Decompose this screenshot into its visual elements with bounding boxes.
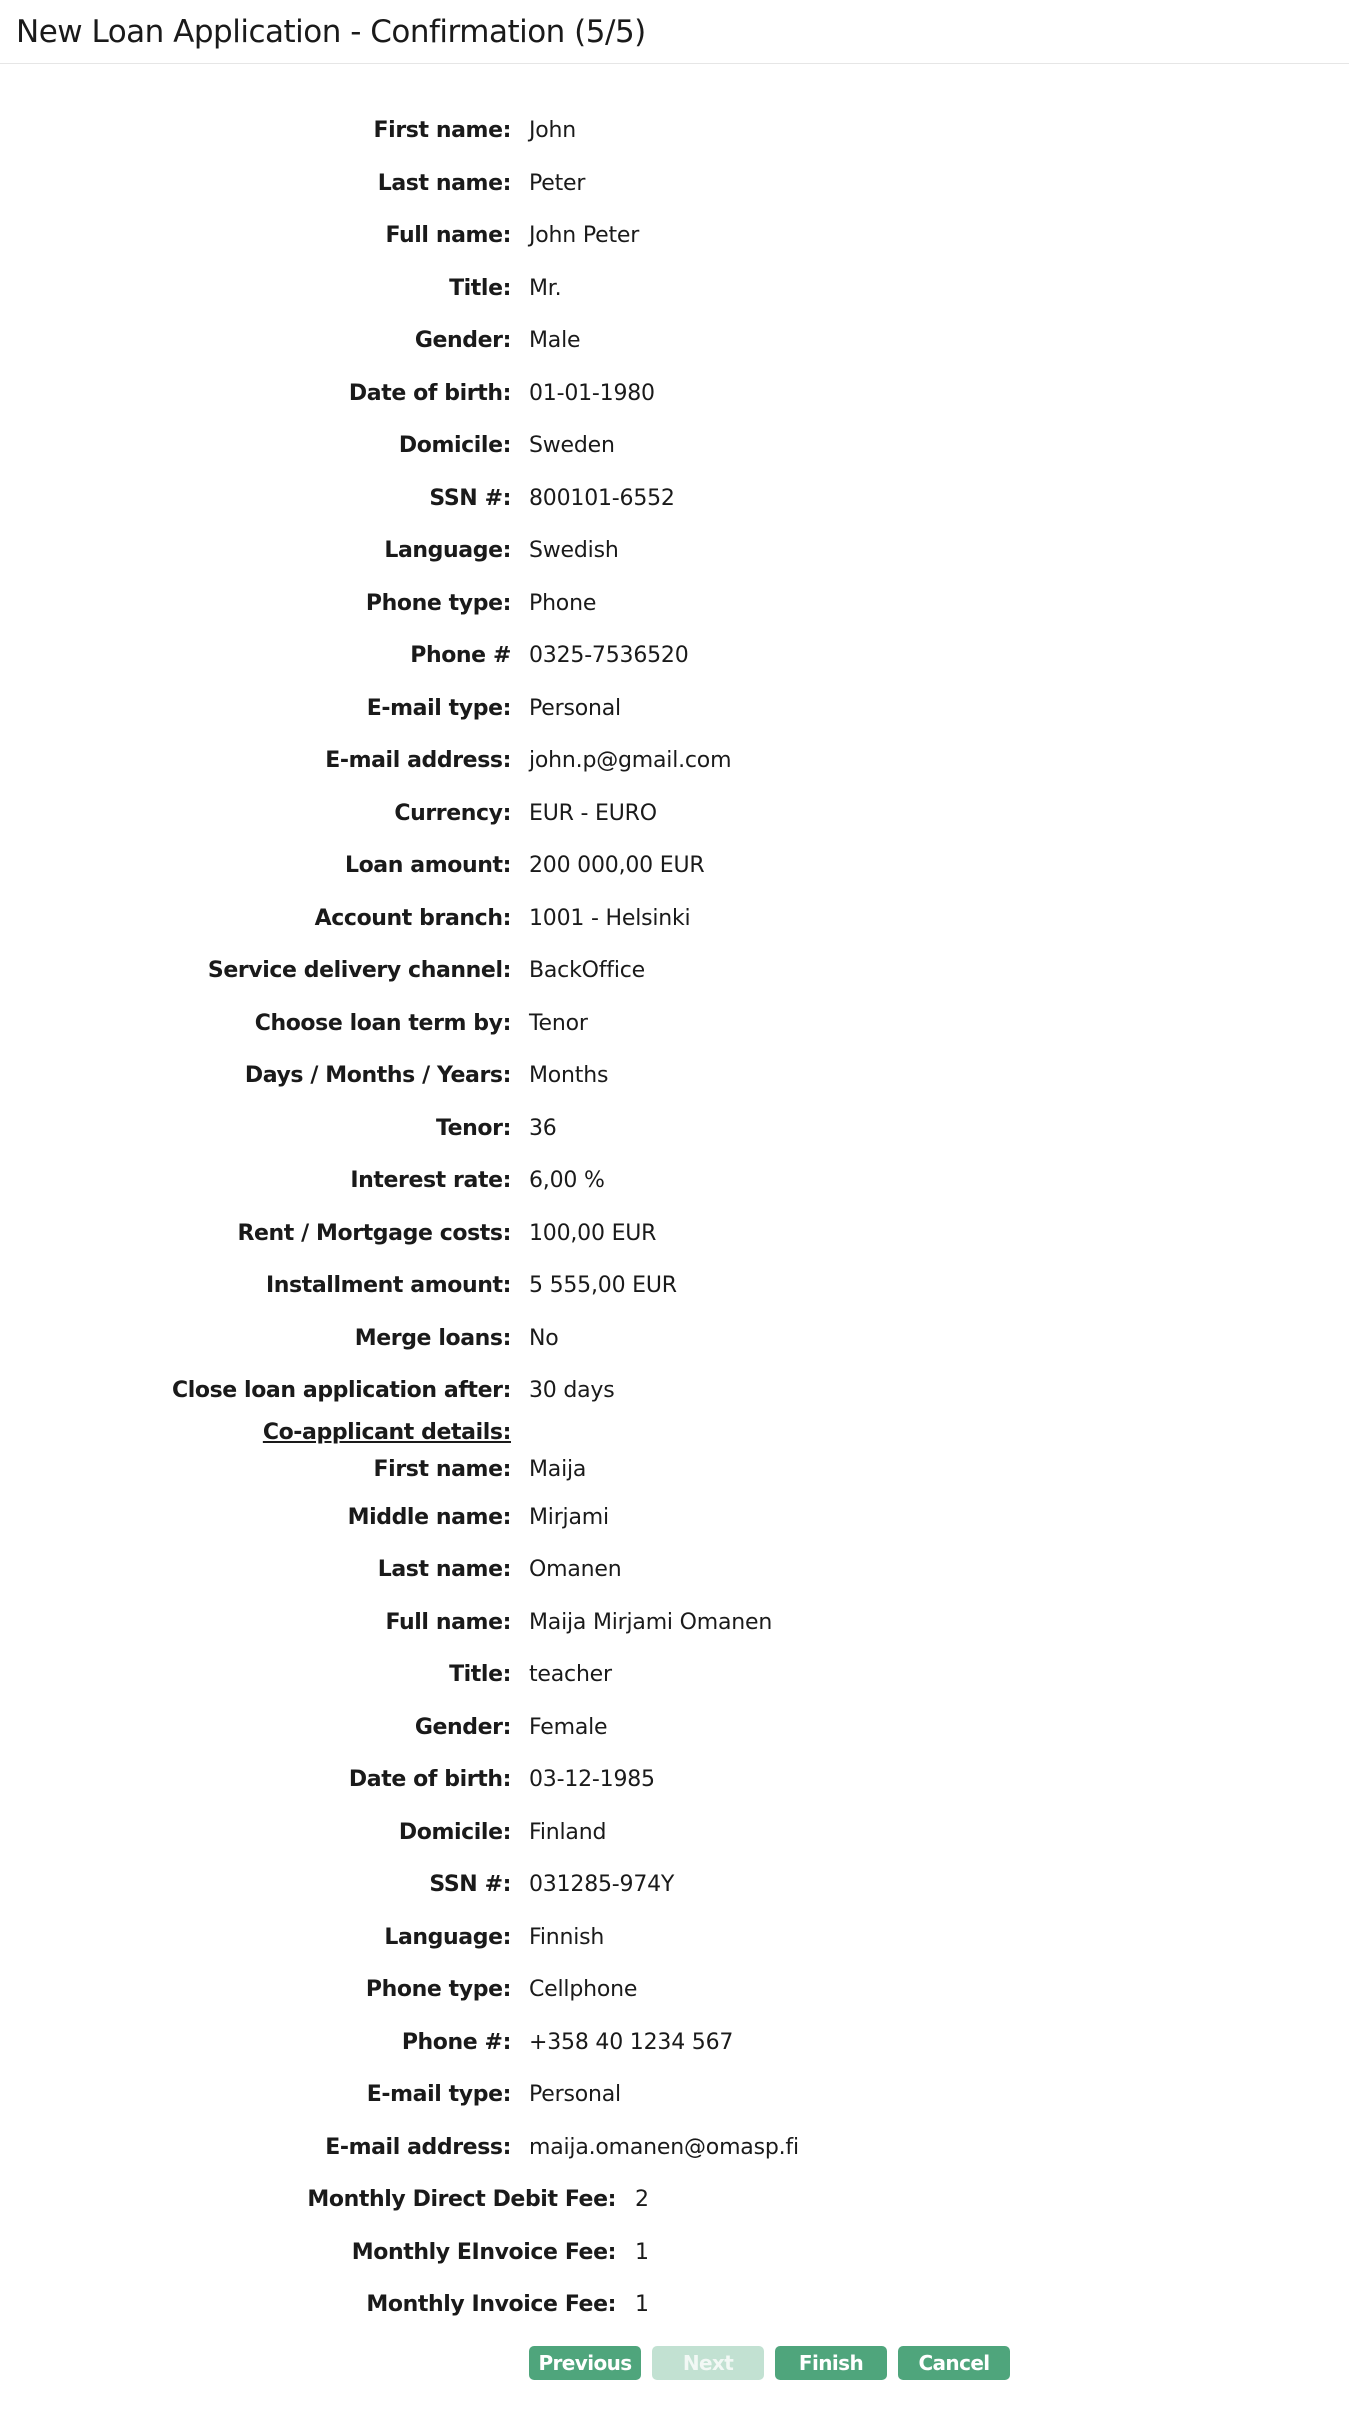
summary-row bbox=[0, 1492, 1349, 1545]
summary-row bbox=[0, 1050, 1349, 1103]
field-label: First name: bbox=[373, 118, 511, 143]
field-value: Peter bbox=[529, 170, 586, 196]
field-value: 30 days bbox=[529, 1378, 615, 1403]
field-label: Interest rate: bbox=[350, 1168, 511, 1193]
field-value: John bbox=[529, 118, 577, 143]
field-label: Language: bbox=[384, 538, 511, 563]
summary-row bbox=[0, 315, 1349, 368]
field-value: Cellphone bbox=[529, 1977, 638, 2002]
field-label: Gender: bbox=[414, 1714, 511, 1740]
field-label: E-mail type: bbox=[366, 695, 511, 721]
summary-row bbox=[0, 1807, 1349, 1860]
summary-row bbox=[0, 1208, 1349, 1261]
field-label: E-mail type: bbox=[366, 2082, 511, 2107]
coapplicant-details bbox=[0, 1492, 1349, 2175]
field-value: +358 40 1234 567 bbox=[529, 2029, 734, 2055]
summary-row bbox=[0, 1649, 1349, 1702]
summary-row bbox=[0, 2069, 1349, 2122]
field-label: E-mail address: bbox=[325, 748, 511, 773]
field-label: Date of birth: bbox=[348, 1767, 511, 1792]
field-value: No bbox=[529, 1325, 559, 1351]
wizard-buttons bbox=[529, 2346, 1010, 2380]
field-label: Loan amount: bbox=[344, 853, 511, 878]
coapplicant-heading bbox=[0, 1418, 1349, 1448]
page-header bbox=[0, 0, 1349, 64]
field-label: Date of birth: bbox=[348, 380, 511, 406]
summary-row bbox=[0, 1964, 1349, 2017]
field-value: 5 555,00 EUR bbox=[529, 1273, 677, 1298]
next-button: Next bbox=[652, 2346, 764, 2380]
field-label: E-mail address: bbox=[325, 2134, 511, 2160]
finish-button[interactable]: Finish bbox=[775, 2346, 887, 2380]
page-title: New Loan Application - Confirmation (5/5) bbox=[16, 13, 646, 50]
field-value: 1 bbox=[635, 2292, 649, 2317]
field-label: Phone type: bbox=[365, 1977, 511, 2002]
summary-row bbox=[0, 1597, 1349, 1650]
field-label: Full name: bbox=[385, 1609, 511, 1635]
field-value: Swedish bbox=[529, 538, 619, 563]
field-label: Rent / Mortgage costs: bbox=[237, 1220, 511, 1246]
field-value: 6,00 % bbox=[529, 1168, 605, 1193]
field-value: Female bbox=[529, 1714, 608, 1740]
summary-row bbox=[0, 1859, 1349, 1912]
field-label: Monthly Direct Debit Fee: bbox=[307, 2187, 616, 2212]
summary-row bbox=[0, 1103, 1349, 1156]
field-label: Title: bbox=[449, 275, 511, 301]
field-label: Language: bbox=[384, 1924, 511, 1950]
field-value: maija.omanen@omasp.fi bbox=[529, 2134, 799, 2160]
summary-row bbox=[0, 1702, 1349, 1755]
field-label: Currency: bbox=[394, 800, 511, 826]
summary-row bbox=[0, 1260, 1349, 1313]
field-value: BackOffice bbox=[529, 958, 645, 983]
summary-row bbox=[0, 525, 1349, 578]
field-value: John Peter bbox=[529, 223, 640, 248]
summary-row bbox=[0, 998, 1349, 1051]
field-value: 0325-7536520 bbox=[529, 643, 689, 668]
summary-row bbox=[0, 368, 1349, 421]
summary-row bbox=[0, 2017, 1349, 2070]
field-value: Mirjami bbox=[529, 1504, 609, 1530]
summary-row bbox=[0, 473, 1349, 526]
summary-row bbox=[0, 1544, 1349, 1597]
field-value: Maija Mirjami Omanen bbox=[529, 1609, 773, 1635]
field-label: Last name: bbox=[377, 170, 511, 196]
summary-row bbox=[0, 1365, 1349, 1418]
field-value: 03-12-1985 bbox=[529, 1767, 655, 1792]
field-value: Male bbox=[529, 328, 581, 353]
field-label: Phone # bbox=[410, 643, 511, 668]
field-label: Close loan application after: bbox=[171, 1378, 511, 1403]
field-value: teacher bbox=[529, 1662, 612, 1687]
field-label: First name: bbox=[373, 1456, 511, 1482]
summary-row bbox=[0, 1912, 1349, 1965]
field-value: Personal bbox=[529, 2082, 621, 2107]
summary-row bbox=[0, 1313, 1349, 1366]
field-value: 800101-6552 bbox=[529, 485, 675, 511]
field-label: Merge loans: bbox=[354, 1325, 511, 1351]
field-label: Phone #: bbox=[401, 2029, 511, 2055]
summary-row bbox=[0, 945, 1349, 998]
summary-row bbox=[0, 105, 1349, 158]
summary-row bbox=[0, 1754, 1349, 1807]
summary-row bbox=[0, 735, 1349, 788]
field-value: 100,00 EUR bbox=[529, 1220, 657, 1246]
field-label: Full name: bbox=[385, 223, 511, 248]
summary-row bbox=[0, 2227, 1349, 2280]
previous-button[interactable]: Previous bbox=[529, 2346, 641, 2380]
field-label: Title: bbox=[449, 1662, 511, 1687]
field-label: Monthly EInvoice Fee: bbox=[351, 2239, 616, 2265]
summary-row bbox=[0, 420, 1349, 473]
field-value: 200 000,00 EUR bbox=[529, 853, 705, 878]
field-label: Phone type: bbox=[365, 590, 511, 616]
fee-details bbox=[0, 2174, 1349, 2332]
field-label: Tenor: bbox=[435, 1115, 511, 1141]
confirmation-summary bbox=[0, 105, 1349, 2332]
field-value: Sweden bbox=[529, 433, 615, 458]
field-value: john.p@gmail.com bbox=[529, 748, 732, 773]
summary-row bbox=[0, 158, 1349, 211]
summary-row bbox=[0, 683, 1349, 736]
field-value: 1001 - Helsinki bbox=[529, 905, 691, 931]
field-label: SSN #: bbox=[429, 1872, 511, 1897]
field-label: Days / Months / Years: bbox=[244, 1063, 511, 1088]
field-value: 01-01-1980 bbox=[529, 380, 655, 406]
field-label: Domicile: bbox=[398, 433, 511, 458]
coapplicant-heading-label: Co-applicant details: bbox=[262, 1419, 511, 1445]
field-value: Finland bbox=[529, 1819, 607, 1845]
field-label: Middle name: bbox=[347, 1504, 511, 1530]
summary-row bbox=[0, 263, 1349, 316]
applicant-details bbox=[0, 105, 1349, 1418]
coapplicant-first-name-row bbox=[0, 1448, 1349, 1492]
field-value: Personal bbox=[529, 695, 621, 721]
summary-row bbox=[0, 840, 1349, 893]
field-label: SSN #: bbox=[429, 485, 511, 511]
field-value: Mr. bbox=[529, 275, 562, 301]
field-label: Domicile: bbox=[398, 1819, 511, 1845]
summary-row bbox=[0, 893, 1349, 946]
summary-row bbox=[0, 788, 1349, 841]
summary-row bbox=[0, 630, 1349, 683]
summary-row bbox=[0, 1155, 1349, 1208]
field-value: Months bbox=[529, 1063, 609, 1088]
field-value: Maija bbox=[529, 1456, 587, 1482]
field-value: 2 bbox=[635, 2187, 649, 2212]
field-value: Phone bbox=[529, 590, 597, 616]
field-value: 36 bbox=[529, 1115, 557, 1141]
field-value: 031285-974Y bbox=[529, 1872, 675, 1897]
field-value: Omanen bbox=[529, 1557, 622, 1582]
field-value: 1 bbox=[635, 2239, 649, 2265]
field-value: Tenor bbox=[529, 1010, 588, 1036]
summary-row bbox=[0, 210, 1349, 263]
field-label: Choose loan term by: bbox=[254, 1010, 511, 1036]
summary-row bbox=[0, 2279, 1349, 2332]
field-value: EUR - EURO bbox=[529, 800, 657, 826]
cancel-button[interactable]: Cancel bbox=[898, 2346, 1010, 2380]
field-label: Gender: bbox=[414, 328, 511, 353]
field-label: Service delivery channel: bbox=[207, 958, 511, 983]
field-label: Installment amount: bbox=[266, 1273, 511, 1298]
summary-row bbox=[0, 578, 1349, 631]
field-label: Last name: bbox=[377, 1557, 511, 1582]
field-label: Account branch: bbox=[314, 905, 511, 931]
field-value: Finnish bbox=[529, 1924, 605, 1950]
summary-row bbox=[0, 2174, 1349, 2227]
field-label: Monthly Invoice Fee: bbox=[366, 2292, 616, 2317]
summary-row bbox=[0, 2122, 1349, 2175]
